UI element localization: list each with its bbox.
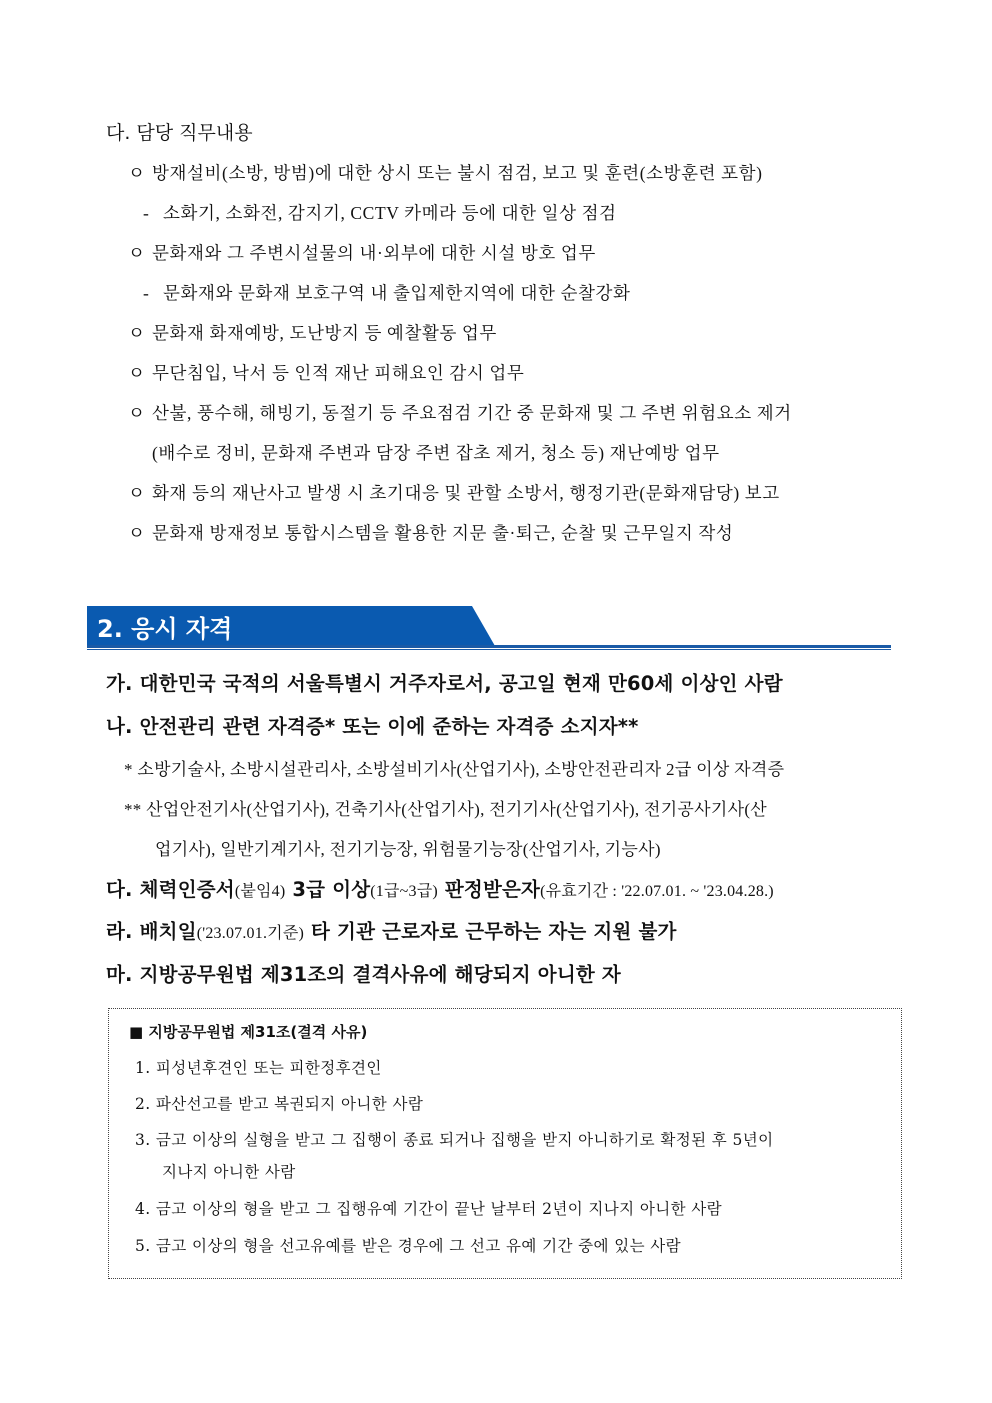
qualification-ma: 마. 지방공무원법 제31조의 결격사유에 해당되지 아니한 자	[106, 963, 621, 986]
circle-bullet-icon: ㅇ	[128, 403, 146, 423]
disqualification-item: 5. 금고 이상의 형을 선고유예를 받은 경우에 그 선고 유예 기간 중에 있는 사람	[135, 1237, 682, 1255]
circle-bullet-icon: ㅇ	[128, 483, 146, 503]
duty-subitem: - 문화재와 문화재 보호구역 내 출입제한지역에 대한 순찰강화	[143, 283, 631, 303]
circle-bullet-icon: ㅇ	[128, 523, 146, 543]
qualification-note-2-continued: 업기사), 일반기계기사, 전기기능장, 위험물기능장(산업기사, 기능사)	[155, 840, 661, 859]
duty-item: ㅇ 무단침입, 낙서 등 인적 재난 피해요인 감시 업무	[128, 360, 524, 385]
disqualification-item: 2. 파산선고를 받고 복권되지 아니한 사람	[135, 1095, 424, 1113]
qualification-ra: 라. 배치일('23.07.01.기준) 타 기관 근로자로 근무하는 자는 지원 불가	[106, 920, 677, 943]
qualification-na: 나. 안전관리 관련 자격증* 또는 이에 준하는 자격증 소지자**	[106, 715, 639, 738]
qualification-ga: 가. 대한민국 국적의 서울특별시 거주자로서, 공고일 현재 만60세 이상인 사람	[106, 672, 783, 695]
duty-subitem: - 소화기, 소화전, 감지기, CCTV 카메라 등에 대한 일상 점검	[143, 203, 617, 223]
duty-item: ㅇ 방재설비(소방, 방범)에 대한 상시 또는 불시 점검, 보고 및 훈련(소방훈련 포함)	[128, 160, 763, 185]
disqualification-item: 1. 피성년후견인 또는 피한정후견인	[135, 1059, 382, 1077]
section-title: 2. 응시 자격	[97, 615, 233, 643]
duty-item: ㅇ 문화재 화재예방, 도난방지 등 예찰활동 업무	[128, 320, 497, 345]
qualification-note-2: ** 산업안전기사(산업기사), 건축기사(산업기사), 전기기사(산업기사), 전기공사기사(산	[124, 800, 768, 819]
header-rule-thick	[87, 645, 891, 648]
duties-heading: 다. 담당 직무내용	[106, 122, 253, 144]
duty-item-continuation: (배수로 정비, 문화재 주변과 담장 주변 잡초 제거, 청소 등) 재난예방 업무	[152, 443, 720, 463]
circle-bullet-icon: ㅇ	[128, 363, 146, 383]
dash-bullet-icon: -	[143, 203, 150, 223]
circle-bullet-icon: ㅇ	[128, 323, 146, 343]
disqualification-item: 3. 금고 이상의 실형을 받고 그 집행이 종료 되거나 집행을 받지 아니하기로 확정된 후 5년이	[135, 1131, 774, 1149]
qualification-da: 다. 체력인증서(붙임4) 3급 이상(1급~3급) 판정받은자(유효기간 : '22.07.01. ~ '23.04.28.)	[106, 878, 774, 901]
section-header	[87, 606, 497, 646]
dash-bullet-icon: -	[143, 283, 150, 303]
disqualification-box-title: ■ 지방공무원법 제31조(결격 사유)	[129, 1023, 368, 1041]
disqualification-item-continuation: 지나지 아니한 사람	[162, 1163, 296, 1181]
circle-bullet-icon: ㅇ	[128, 243, 146, 263]
disqualification-box	[108, 1008, 902, 1279]
disqualification-item: 4. 금고 이상의 형을 받고 그 집행유예 기간이 끝난 날부터 2년이 지나지 아니한 사람	[135, 1200, 723, 1218]
circle-bullet-icon: ㅇ	[128, 163, 146, 183]
duty-item: ㅇ 화재 등의 재난사고 발생 시 초기대응 및 관할 소방서, 행정기관(문화재담당) 보고	[128, 480, 780, 505]
duty-item: ㅇ 문화재 방재정보 통합시스템을 활용한 지문 출·퇴근, 순찰 및 근무일지 작성	[128, 520, 733, 545]
duty-item: ㅇ 문화재와 그 주변시설물의 내·외부에 대한 시설 방호 업무	[128, 240, 596, 265]
duty-item: ㅇ 산불, 풍수해, 해빙기, 동절기 등 주요점검 기간 중 문화재 및 그 주변 위험요소 제거	[128, 400, 792, 425]
header-rule-thin	[87, 649, 891, 650]
qualification-note-1: * 소방기술사, 소방시설관리사, 소방설비기사(산업기사), 소방안전관리자 2급 이상 자격증	[124, 760, 785, 779]
